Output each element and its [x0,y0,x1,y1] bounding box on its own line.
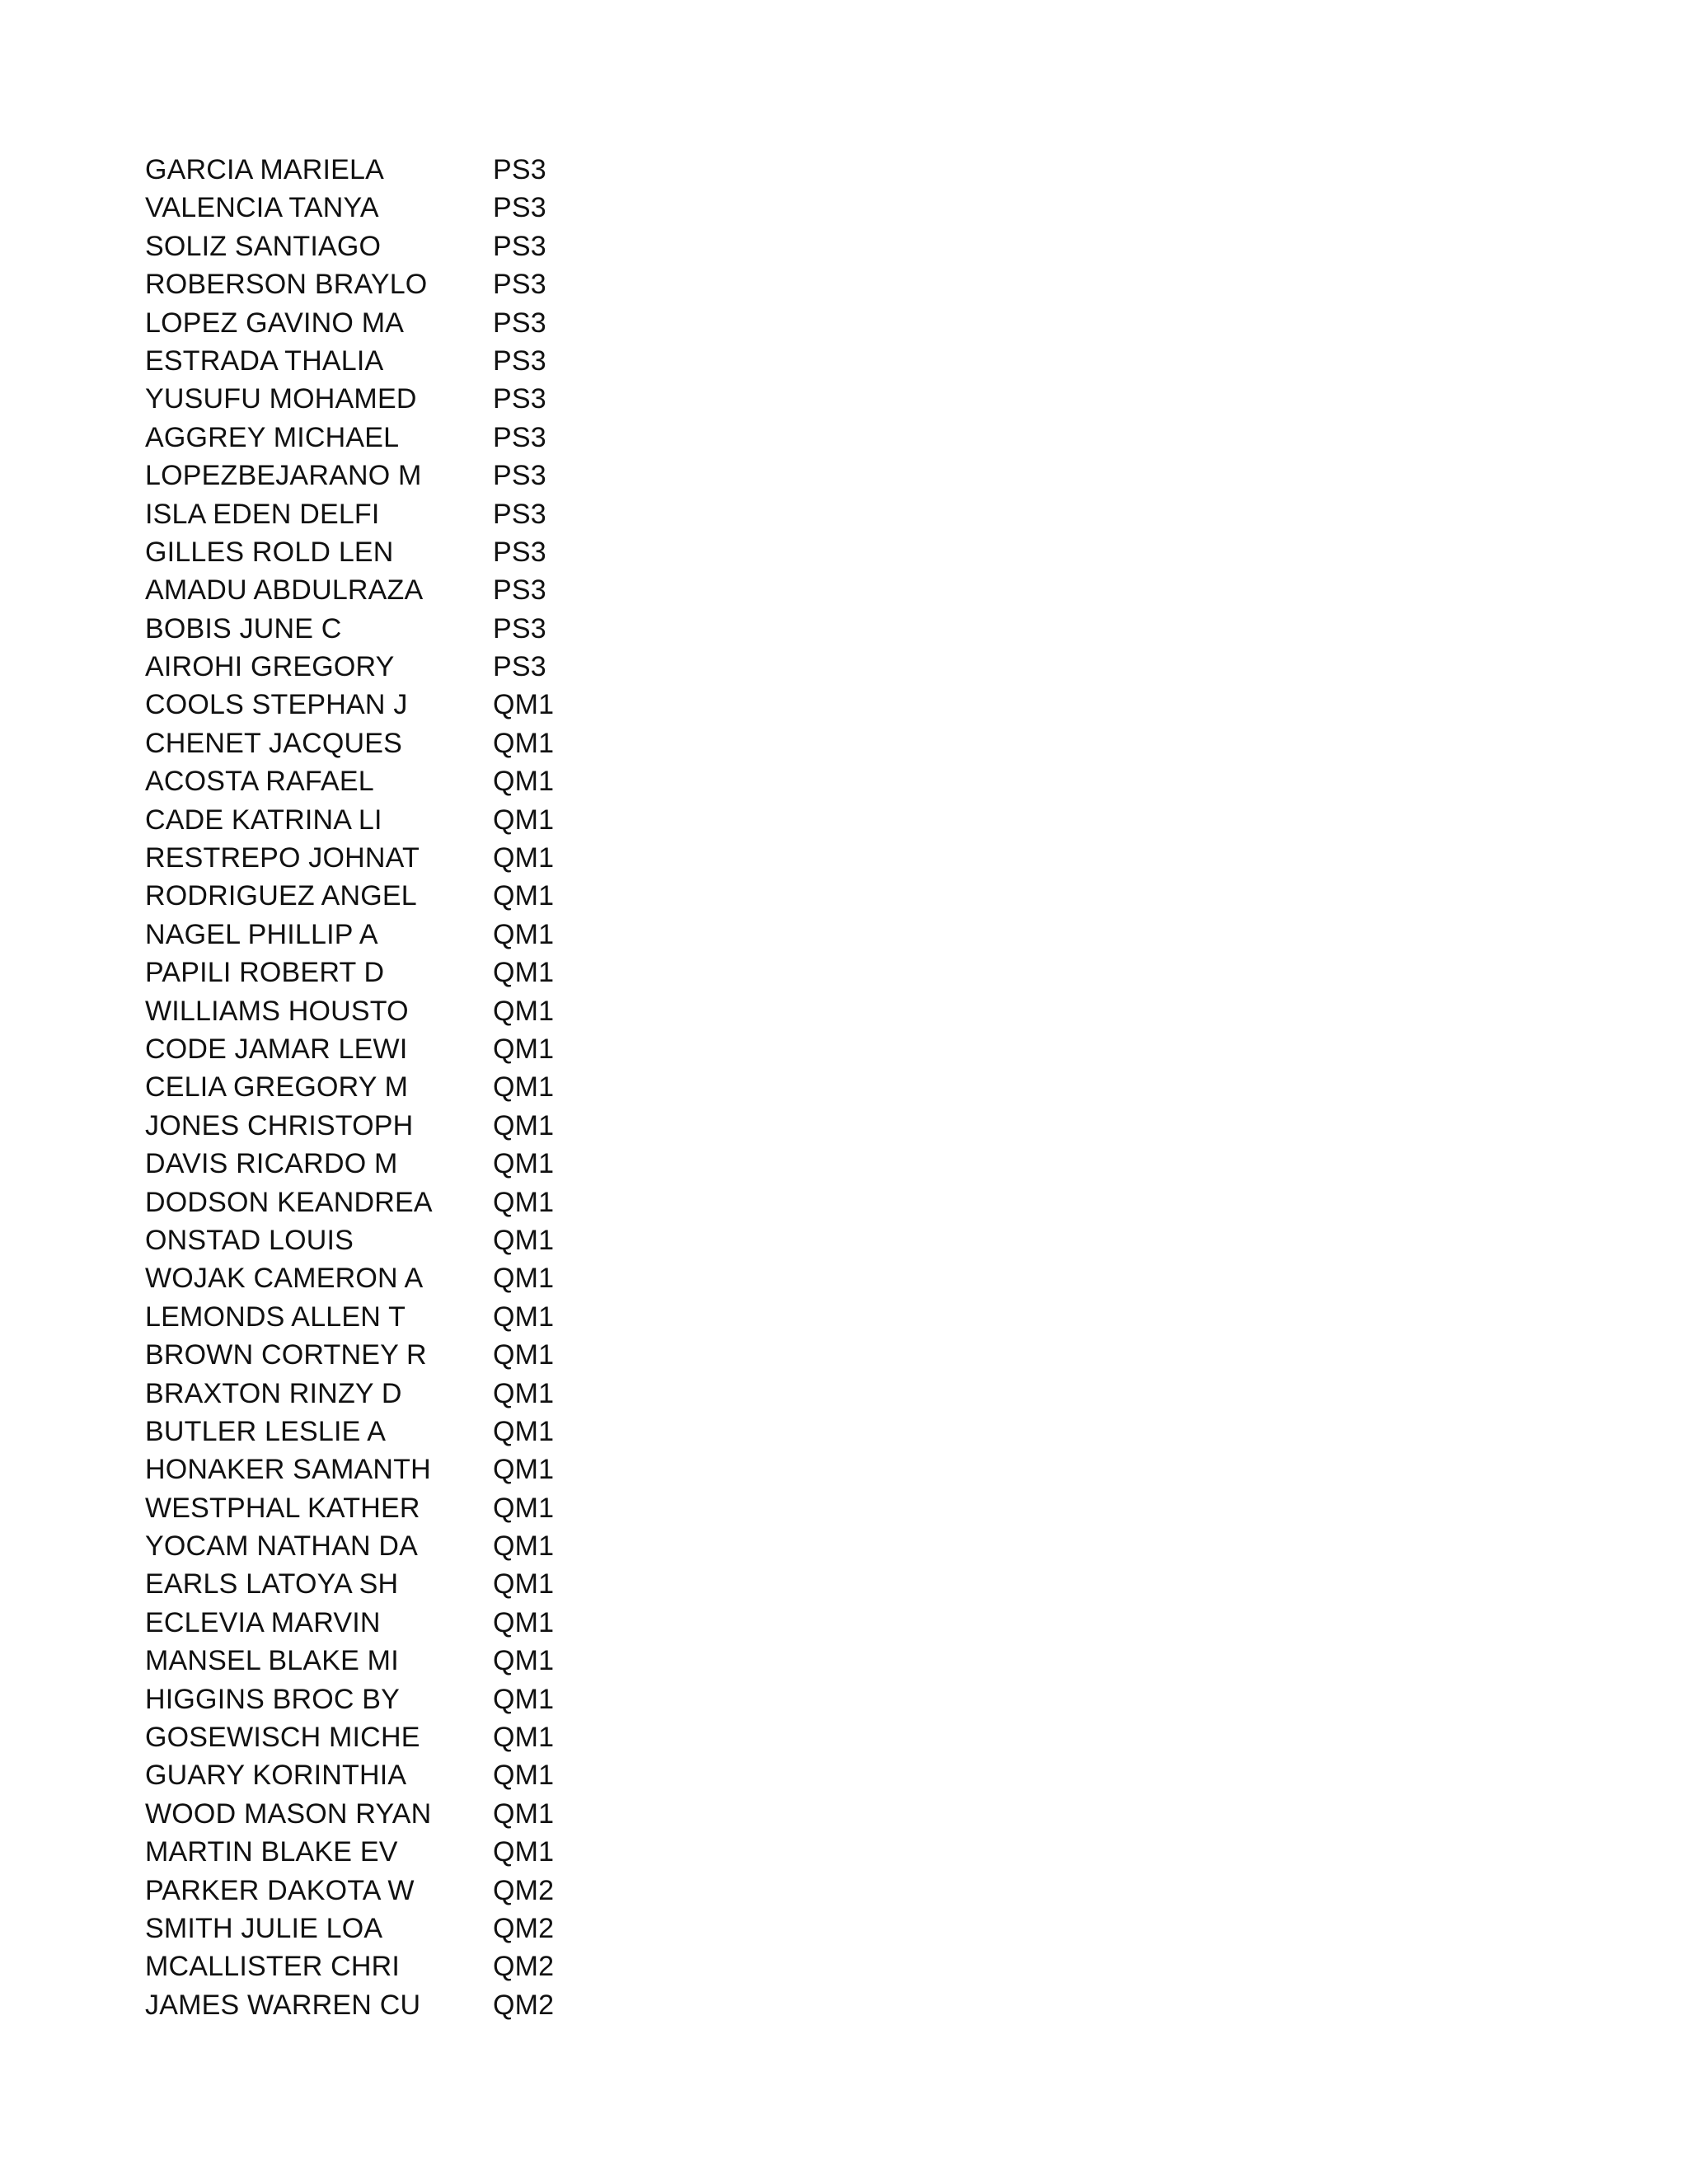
roster-row [145,1604,640,1642]
person-name: WILLIAMS HOUSTO [145,995,409,1027]
rate-code: PS3 [493,230,546,262]
rate-code: PS3 [493,460,546,492]
person-name: DODSON KEANDREA [145,1186,433,1218]
person-name: VALENCIA TANYA [145,192,379,224]
rate-code: QM1 [493,1109,555,1141]
rate-code: PS3 [493,154,546,185]
roster-row [145,1183,640,1221]
person-name: YUSUFU MOHAMED [145,383,417,415]
rate-code: QM1 [493,1071,555,1104]
rate-code: QM1 [493,1263,555,1295]
rate-code: QM1 [493,1760,555,1792]
roster-row [145,1413,640,1451]
roster-row [145,304,640,342]
roster-row [145,495,640,533]
rate-code: QM1 [493,1530,555,1563]
person-name: AGGREY MICHAEL [145,421,400,453]
roster-row [145,1986,640,2024]
rate-code: QM1 [493,1454,555,1486]
roster-row [145,1680,640,1718]
person-name: BROWN CORTNEY R [145,1339,427,1371]
roster-row [145,1375,640,1413]
rate-code: PS3 [493,612,546,644]
person-name: YOCAM NATHAN DA [145,1530,419,1563]
roster-row [145,916,640,954]
rate-code: QM1 [493,1186,555,1218]
rate-code: QM1 [493,1683,555,1715]
person-name: LEMONDS ALLEN T [145,1301,406,1333]
rate-code: QM1 [493,1377,555,1409]
roster-row [145,1910,640,1947]
person-name: RODRIGUEZ ANGEL [145,880,417,912]
rate-code: QM1 [493,1797,555,1830]
person-name: CODE JAMAR LEWI [145,1033,408,1065]
roster-row [145,533,640,571]
roster-row [145,1527,640,1565]
rate-code: QM1 [493,1148,555,1180]
person-name: CELIA GREGORY M [145,1071,409,1104]
person-name: ESTRADA THALIA [145,344,384,377]
person-name: WOJAK CAMERON A [145,1263,424,1295]
roster-row [145,1030,640,1068]
person-name: ROBERSON BRAYLO [145,269,428,301]
rate-code: PS3 [493,421,546,453]
person-name: AMADU ABDULRAZA [145,574,424,607]
roster-row [145,1718,640,1756]
person-name: DAVIS RICARDO M [145,1148,398,1180]
person-name: JAMES WARREN CU [145,1989,421,2021]
roster-row [145,1451,640,1488]
roster-row [145,1259,640,1297]
roster-row [145,419,640,457]
roster-row [145,1298,640,1336]
person-name: GOSEWISCH MICHE [145,1722,420,1754]
rate-code: PS3 [493,536,546,568]
person-name: CADE KATRINA LI [145,804,382,836]
rate-code: QM1 [493,727,555,759]
roster-row [145,801,640,839]
person-name: PAPILI ROBERT D [145,957,385,989]
person-name: ISLA EDEN DELFI [145,498,380,530]
person-name: GILLES ROLD LEN [145,536,394,568]
rate-code: QM2 [493,1874,555,1906]
rate-code: QM1 [493,804,555,836]
roster-row [145,1756,640,1794]
person-name: WOOD MASON RYAN [145,1797,432,1830]
person-name: GUARY KORINTHIA [145,1760,407,1792]
rate-code: PS3 [493,651,546,683]
roster-row [145,1068,640,1106]
rate-code: QM1 [493,1722,555,1754]
roster-row [145,1947,640,1985]
roster-row [145,877,640,915]
rate-code: QM1 [493,1339,555,1371]
roster-row [145,992,640,1030]
rate-code: QM1 [493,1645,555,1677]
roster-list [145,151,640,2024]
rate-code: PS3 [493,344,546,377]
person-name: BRAXTON RINZY D [145,1377,402,1409]
person-name: HONAKER SAMANTH [145,1454,431,1486]
rate-code: PS3 [493,574,546,607]
rate-code: QM1 [493,842,555,874]
rate-code: QM2 [493,1951,555,1983]
rate-code: QM1 [493,1224,555,1256]
rate-code: QM2 [493,1989,555,2021]
rate-code: QM1 [493,1606,555,1638]
roster-row [145,648,640,686]
rate-code: QM2 [493,1912,555,1944]
person-name: BUTLER LESLIE A [145,1415,387,1447]
person-name: SOLIZ SANTIAGO [145,230,382,262]
person-name: CHENET JACQUES [145,727,403,759]
rate-code: QM1 [493,1568,555,1601]
roster-row [145,189,640,227]
rate-code: QM1 [493,880,555,912]
person-name: ONSTAD LOUIS [145,1224,354,1256]
roster-row [145,724,640,762]
roster-row [145,342,640,380]
person-name: ECLEVIA MARVIN [145,1606,381,1638]
rate-code: PS3 [493,498,546,530]
roster-row [145,1221,640,1259]
roster-row [145,265,640,303]
rate-code: QM1 [493,1415,555,1447]
person-name: MCALLISTER CHRI [145,1951,401,1983]
rate-code: QM1 [493,689,555,721]
roster-row [145,954,640,991]
roster-row [145,1107,640,1145]
roster-row [145,1145,640,1183]
rate-code: QM1 [493,995,555,1027]
rate-code: PS3 [493,383,546,415]
roster-row [145,1642,640,1680]
rate-code: PS3 [493,307,546,339]
person-name: COOLS STEPHAN J [145,689,408,721]
rate-code: QM1 [493,1301,555,1333]
person-name: GARCIA MARIELA [145,154,384,185]
rate-code: QM1 [493,766,555,798]
rate-code: QM1 [493,1836,555,1868]
person-name: RESTREPO JOHNAT [145,842,420,874]
person-name: LOPEZBEJARANO M [145,460,422,492]
person-name: ACOSTA RAFAEL [145,766,374,798]
roster-row [145,1336,640,1374]
person-name: MARTIN BLAKE EV [145,1836,398,1868]
person-name: NAGEL PHILLIP A [145,918,378,950]
roster-row [145,1565,640,1603]
roster-row [145,610,640,648]
roster-row [145,1795,640,1833]
person-name: AIROHI GREGORY [145,651,395,683]
roster-row [145,1833,640,1871]
person-name: LOPEZ GAVINO MA [145,307,405,339]
roster-row [145,839,640,877]
person-name: HIGGINS BROC BY [145,1683,401,1715]
roster-row [145,151,640,189]
person-name: EARLS LATOYA SH [145,1568,399,1601]
roster-row [145,686,640,724]
person-name: JONES CHRISTOPH [145,1109,414,1141]
person-name: BOBIS JUNE C [145,612,342,644]
roster-row [145,227,640,265]
rate-code: PS3 [493,269,546,301]
person-name: MANSEL BLAKE MI [145,1645,399,1677]
rate-code: QM1 [493,957,555,989]
person-name: PARKER DAKOTA W [145,1874,415,1906]
rate-code: QM1 [493,1492,555,1524]
rate-code: QM1 [493,918,555,950]
person-name: WESTPHAL KATHER [145,1492,420,1524]
rate-code: PS3 [493,192,546,224]
roster-row [145,1489,640,1527]
roster-row [145,1872,640,1910]
roster-row [145,571,640,609]
roster-row [145,380,640,418]
rate-code: QM1 [493,1033,555,1065]
person-name: SMITH JULIE LOA [145,1912,383,1944]
roster-row [145,457,640,494]
roster-row [145,762,640,800]
